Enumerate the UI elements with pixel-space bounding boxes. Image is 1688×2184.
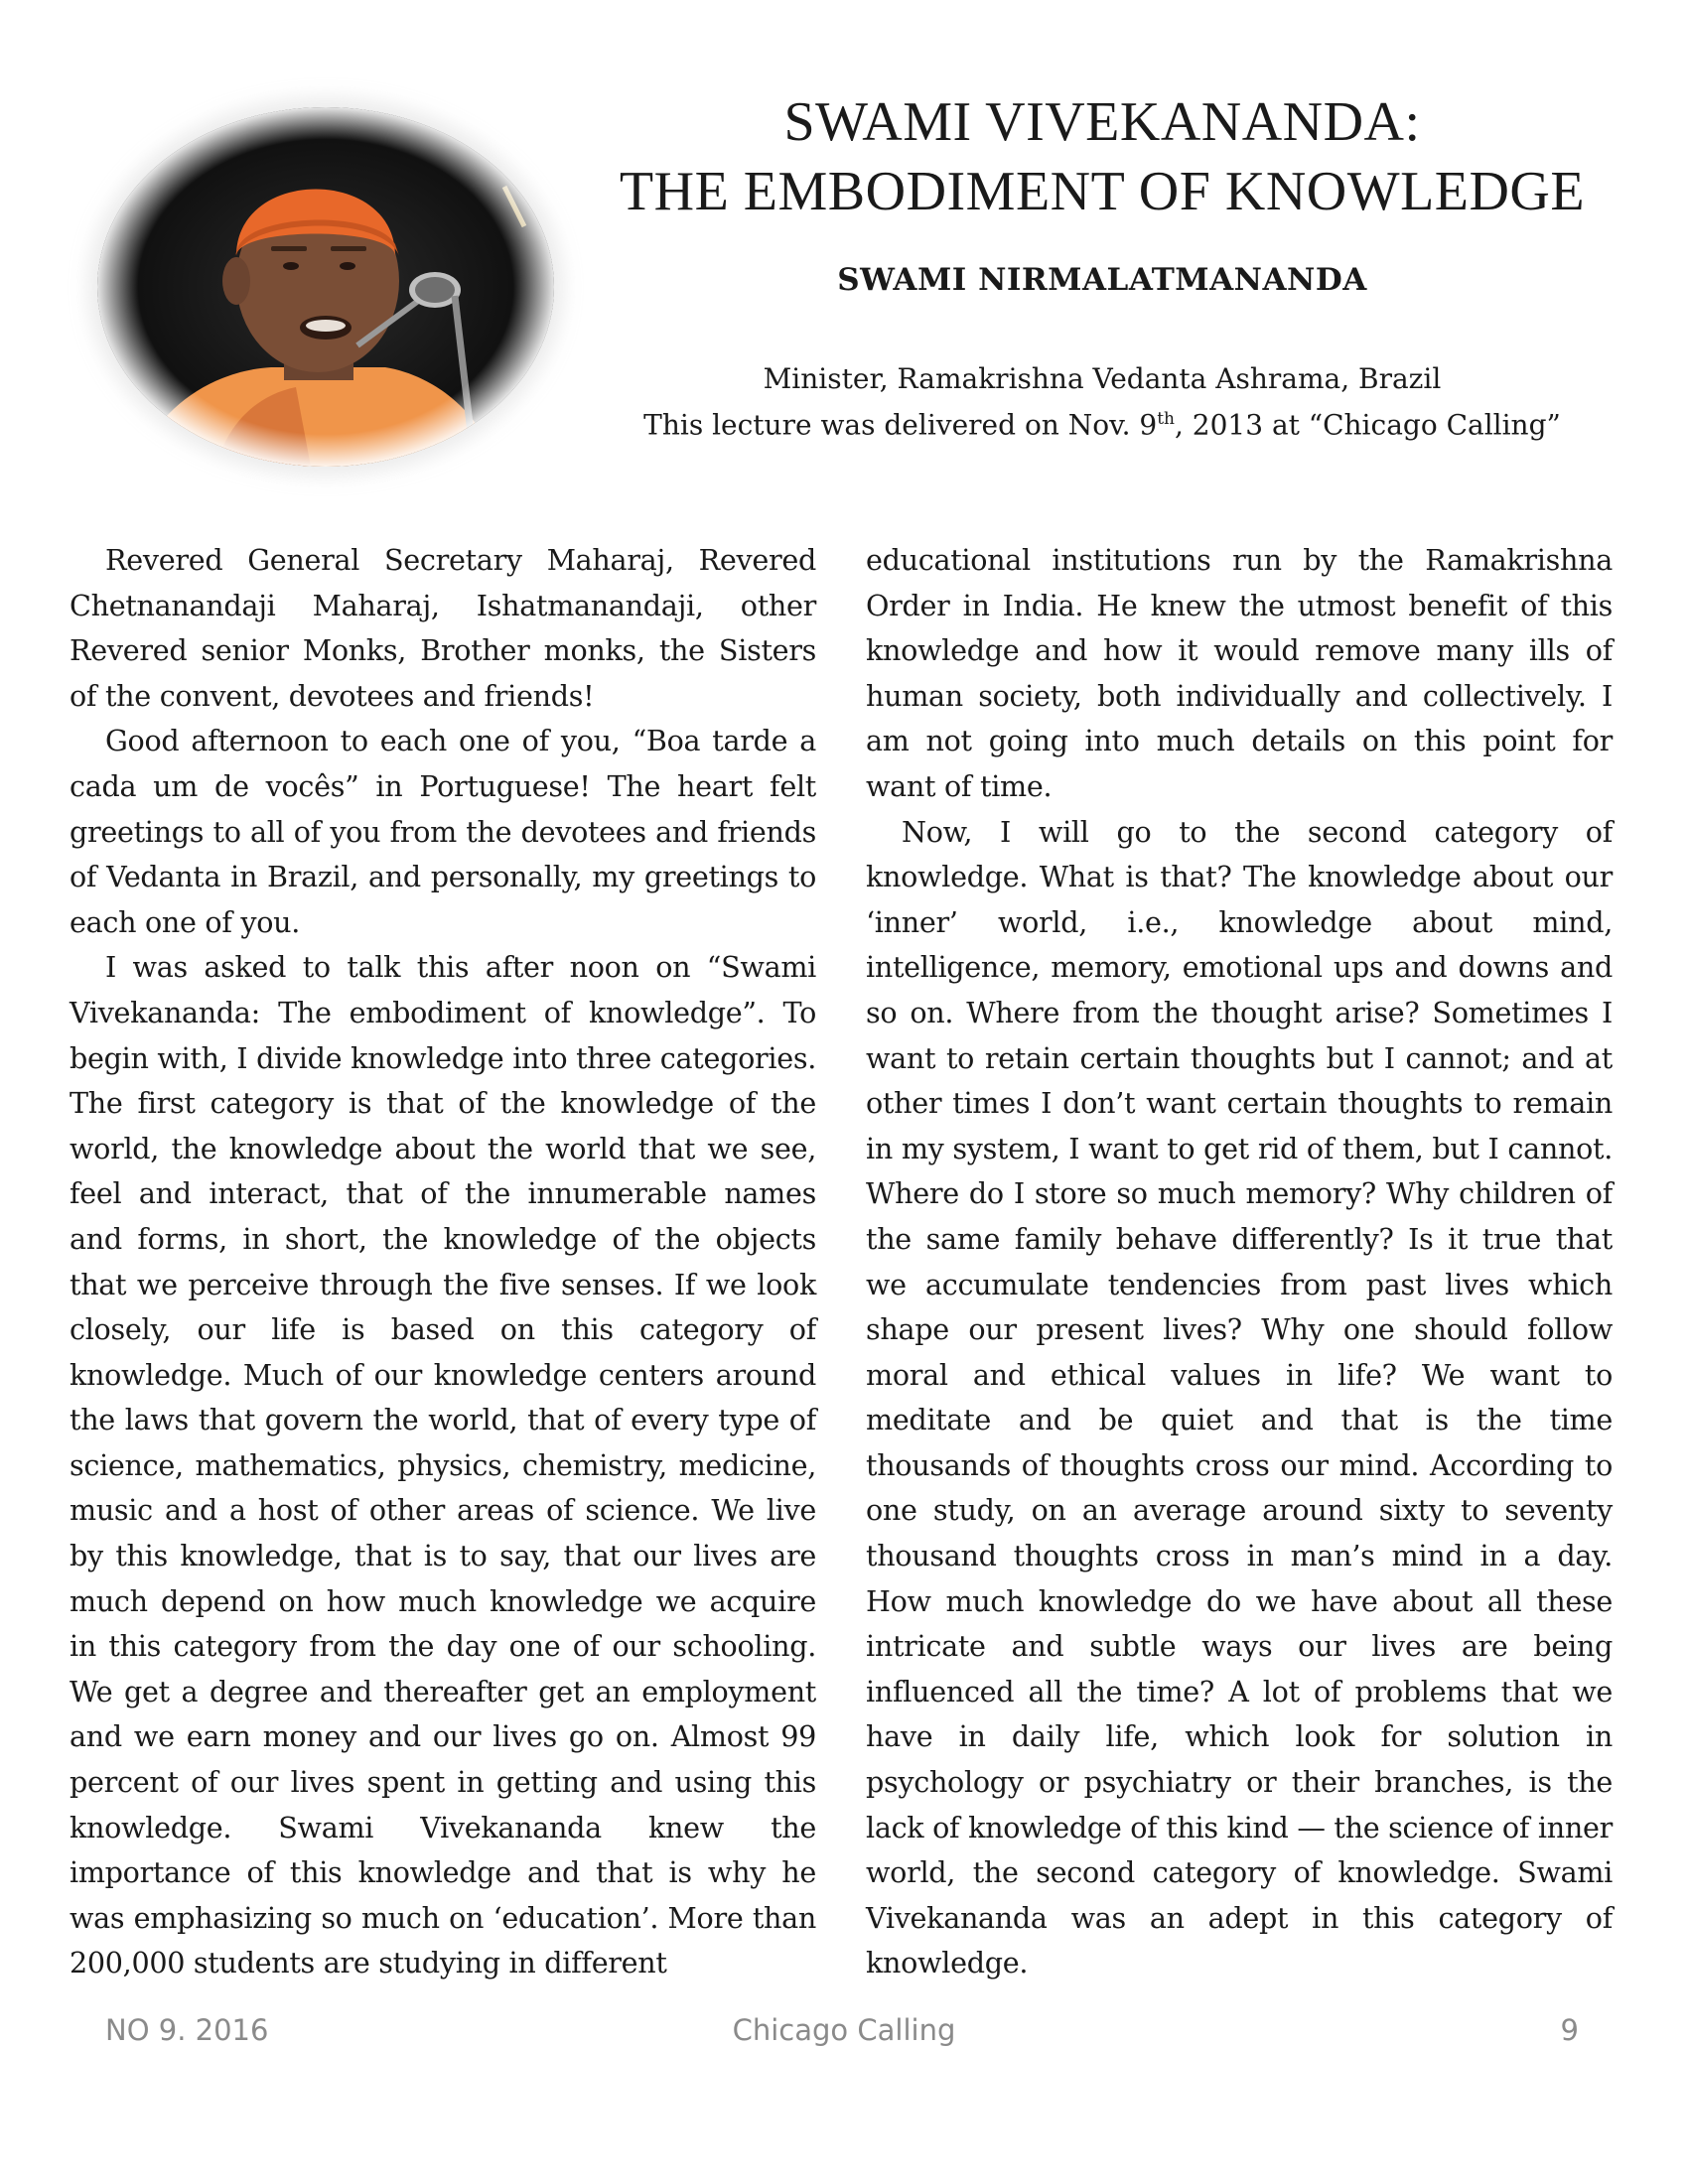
lecture-note	[556, 399, 1648, 445]
affiliation: Minister, Ramakrishna Vedanta Ashrama, Brazil	[763, 362, 1442, 395]
footer-issue: NO 9. 2016	[105, 2013, 269, 2047]
paragraph: Revered General Secretary Maharaj, Revered Chetnanandaji Maharaj, Ishatmanandaji, other Revered senior Monks, Brother monks, the Sisters of the convent, devotees and friends!	[70, 543, 816, 713]
paragraph: I was asked to talk this after noon on “Swami Vivekananda: The embodiment of knowledge”. To begin with, I divide knowledge into three categories. The first category is that of the knowledge of the world, the knowledge about the world that we see, feel and interact, that of the innumerable names and forms, in short, the knowledge of the objects that we perceive through the five senses. If we look closely, our life is based on this category of knowledge. Much of our knowledge centers around the laws that govern the world, that of every type of science, mathematics, physics, chemistry, medicine, music and a host of other areas of science. We live by this knowledge, that is to say, that our lives are much depend on how much knowledge we acquire in this category from the day one of our schooling. We get a degree and thereafter get an employment and we earn money and our lives go on. Almost 99 percent of our lives spent in getting and using this knowledge. Swami Vivekananda knew the importance of this knowledge and that is why he was emphasizing so much on ‘education’. More than 200,000 students are studying in different	[70, 950, 816, 1980]
footer-publication: Chicago Calling	[732, 2013, 956, 2047]
author-affiliation-block	[556, 359, 1648, 445]
lecture-note-superscript: th	[1157, 409, 1175, 429]
author-name: SWAMI NIRMALATMANANDA	[837, 262, 1367, 298]
page-footer	[0, 2013, 1688, 2053]
page-number: 9	[1560, 2013, 1579, 2047]
title-line-2: THE EMBODIMENT OF KNOWLEDGE	[619, 161, 1586, 222]
body-column-left	[70, 538, 816, 1986]
lecture-note-suffix: , 2013 at “Chicago Calling”	[1174, 408, 1561, 442]
body-column-right	[866, 538, 1613, 1986]
lecture-note-prefix: This lecture was delivered on Nov. 9	[643, 408, 1158, 442]
title-line-1: SWAMI VIVEKANANDA:	[783, 91, 1421, 153]
paragraph: Good afternoon to each one of you, “Boa tarde a cada um de vocês” in Portuguese! The heart felt greetings to all of you from the devotees and friends of Vedanta in Brazil, and personally, my greetings to each one of you.	[70, 724, 816, 939]
article-title	[556, 87, 1648, 226]
paragraph: Now, I will go to the second category of knowledge. What is that? The knowledge about our ‘inner’ world, i.e., knowledge about mind, intelligence, memory, emotional ups and downs and so on. Where from the thought arise? Sometimes I want to retain certain thoughts but I cannot; and at other times I don’t want certain thoughts to remain in my system, I want to get rid of them, but I cannot. Where do I store so much memory? Why children of the same family behave differently? Is it true that we accumulate tendencies from past lives which shape our present lives? Why one should follow moral and ethical values in life? We want to meditate and be quiet and that is the time thousands of thoughts cross our mind. According to one study, on an average around sixty to seventy thousand thoughts cross in man’s mind in a day. How much knowledge do we have about all these intricate and subtle ways our lives are being influenced all the time? A lot of problems that we have in daily life, which look for solution in psychology or psychiatry or their branches, is the lack of knowledge of this kind — the science of inner world, the second category of knowledge. Swami Vivekananda was an adept in this category of knowledge.	[866, 814, 1613, 1980]
paragraph-continued: educational institutions run by the Ramakrishna Order in India. He knew the utmost benefit of this knowledge and how it would remove many ills of human society, both individually and collectively. I am not going into much details on this point for want of time.	[866, 543, 1613, 803]
speaker-portrait	[97, 107, 554, 467]
portrait-illustration	[97, 107, 554, 467]
